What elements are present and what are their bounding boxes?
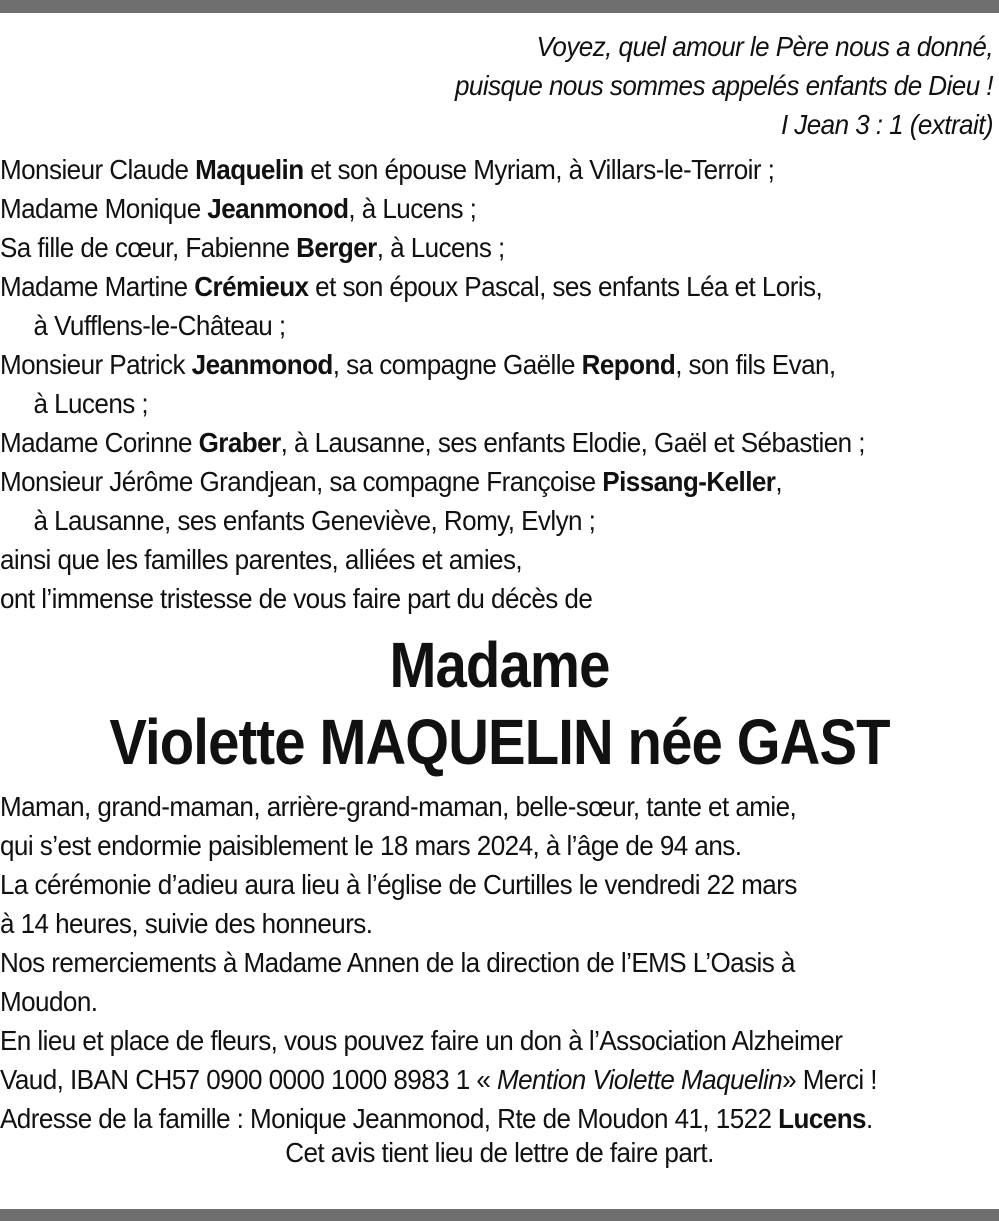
family-line: ainsi que les familles parentes, alliées et amies, xyxy=(0,544,523,575)
deceased-name: Violette MAQUELIN née GAST xyxy=(109,706,890,778)
closing-note: Cet avis tient lieu de lettre de faire part. xyxy=(285,1137,714,1168)
family-line: Madame Monique Jeanmonod, à Lucens ; xyxy=(0,193,477,224)
family-address: Adresse de la famille : Monique Jeanmonod, Rte de Moudon 41, 1522 Lucens. xyxy=(0,1103,873,1134)
bible-verse xyxy=(342,27,993,144)
family-line: Madame Corinne Graber, à Lausanne, ses enfants Elodie, Gaël et Sébastien ; xyxy=(0,427,865,458)
family-surname: Graber xyxy=(198,427,281,458)
family-line: Monsieur Patrick Jeanmonod, sa compagne Gaëlle Repond, son fils Evan, xyxy=(0,349,836,380)
notice-details xyxy=(0,787,999,1138)
details-line: Maman, grand-maman, arrière-grand-maman, belle-sœur, tante et amie, xyxy=(0,791,797,822)
family-line-continued: à Lausanne, ses enfants Geneviève, Romy, Evlyn ; xyxy=(33,505,596,536)
details-line: Moudon. xyxy=(0,986,98,1017)
verse-line-1: Voyez, quel amour le Père nous a donné, xyxy=(536,31,993,62)
family-surname: Jeanmonod xyxy=(207,193,349,224)
top-rule xyxy=(0,0,999,13)
details-line: Nos remerciements à Madame Annen de la direction de l’EMS L’Oasis à xyxy=(0,947,795,978)
details-line: La cérémonie d’adieu aura lieu à l’église de Curtilles le vendredi 22 mars xyxy=(0,869,797,900)
family-surname: Pissang-Keller xyxy=(602,466,776,497)
family-surname: Maquelin xyxy=(195,154,304,185)
deceased-title: Madame xyxy=(389,629,610,701)
family-surname: Berger xyxy=(296,232,377,263)
verse-line-2: puisque nous sommes appelés enfants de Dieu ! xyxy=(454,70,993,101)
details-line: à 14 heures, suivie des honneurs. xyxy=(0,908,373,939)
family-list xyxy=(0,150,999,618)
bottom-rule xyxy=(0,1209,999,1221)
donation-line: Vaud, IBAN CH57 0900 0000 1000 8983 1 « Mention Violette Maquelin» Merci ! xyxy=(0,1064,877,1095)
family-surname: Repond xyxy=(581,349,676,380)
family-line-continued: à Lucens ; xyxy=(33,388,149,419)
family-line: ont l’immense tristesse de vous faire part du décès de xyxy=(0,583,593,614)
family-line: Monsieur Jérôme Grandjean, sa compagne Françoise Pissang-Keller, xyxy=(0,466,783,497)
address-city: Lucens xyxy=(778,1103,866,1134)
family-line-continued: à Vufflens-le-Château ; xyxy=(33,310,286,341)
details-line: qui s’est endormie paisiblement le 18 mars 2024, à l’âge de 94 ans. xyxy=(0,830,742,861)
family-surname: Jeanmonod xyxy=(191,349,333,380)
family-line: Madame Martine Crémieux et son époux Pascal, ses enfants Léa et Loris, xyxy=(0,271,823,302)
verse-reference: I Jean 3 : 1 (extrait) xyxy=(780,109,993,140)
donation-mention: Mention Violette Maquelin xyxy=(496,1064,783,1095)
family-line: Sa fille de cœur, Fabienne Berger, à Lucens ; xyxy=(0,232,505,263)
family-surname: Crémieux xyxy=(194,271,309,302)
details-line: En lieu et place de fleurs, vous pouvez faire un don à l’Association Alzheimer xyxy=(0,1025,843,1056)
family-line: Monsieur Claude Maquelin et son épouse Myriam, à Villars-le-Terroir ; xyxy=(0,154,775,185)
